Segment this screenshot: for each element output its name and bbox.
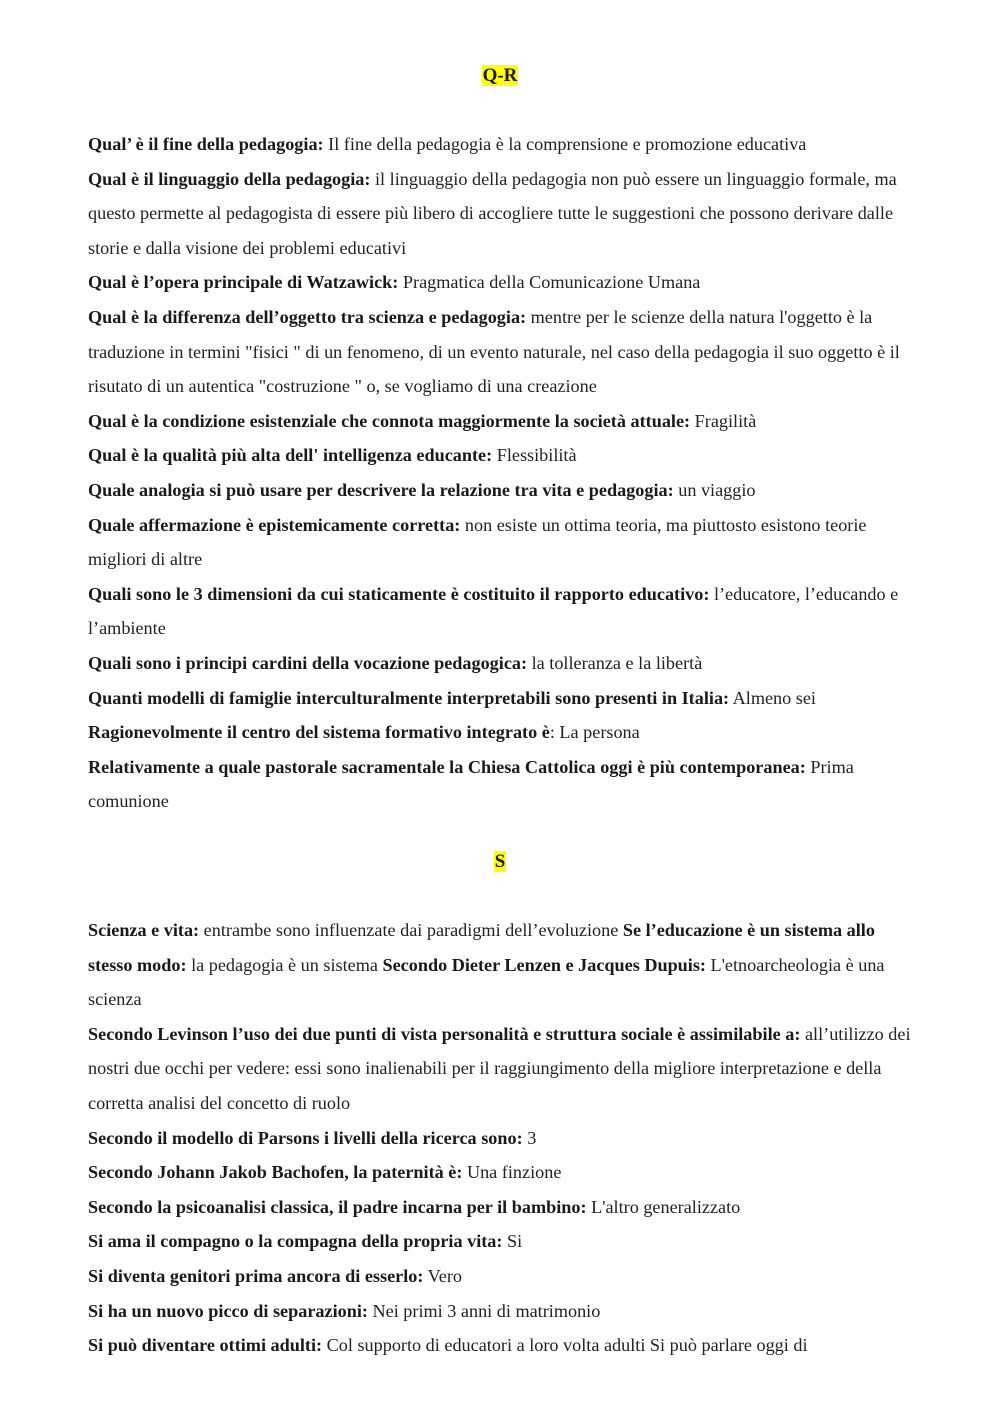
question-text: Qual è il linguaggio della pedagogia: — [88, 168, 371, 189]
answer-text: entrambe sono influenzate dai paradigmi dell’evoluzione — [199, 920, 623, 940]
question-text: Qual è la condizione esistenziale che connota maggiormente la società attuale: — [88, 410, 691, 431]
answer-text: Col supporto di educatori a loro volta adulti Si può parlare oggi di — [322, 1335, 808, 1356]
question-text: Quali sono i principi cardini della vocazione pedagogica: — [88, 652, 528, 673]
question-text: Quanti modelli di famiglie interculturalmente interpretabili sono presenti in Italia: — [88, 687, 730, 708]
qa-entry — [88, 1294, 918, 1329]
question-text: Relativamente a quale pastorale sacramentale la Chiesa Cattolica oggi è più contemporanea: — [88, 756, 806, 777]
qa-entry — [88, 646, 918, 681]
question-text: Quali sono le 3 dimensioni da cui staticamente è costituito il rapporto educativo: — [88, 583, 710, 604]
qa-entry — [88, 404, 918, 439]
answer-text: il linguaggio della pedagogia non può essere un linguaggio formale, ma questo permette al pedagogista di essere più libero di accogliere tutte le suggestioni che possono derivare dalle storie e dalla visione dei problemi educativi — [88, 168, 897, 258]
answer-text: Il fine della pedagogia è la comprensione e promozione educativa — [323, 134, 807, 154]
qa-entry — [88, 438, 918, 473]
question-text: Secondo la psicoanalisi classica, il padre incarna per il bambino: — [88, 1196, 587, 1217]
qa-entry — [88, 1190, 918, 1225]
question-text: Qual’ è il fine della pedagogia: — [88, 134, 324, 154]
question-text: Si può diventare ottimi adulti: — [88, 1335, 323, 1356]
question-text: Si diventa genitori prima ancora di esserlo: — [88, 1265, 424, 1286]
answer-text: L'etnoarcheologia è una scienza — [88, 954, 885, 1010]
answer-text: la tolleranza e la libertà — [527, 652, 703, 673]
answer-text: mentre per le scienze della natura l'oggetto è la traduzione in termini "fisici " di un fenomeno, di un evento naturale, nel caso della pedagogia il suo oggetto è il risutato di un autentica "costruzione " o, se vogliamo di una creazione — [88, 306, 900, 397]
question-text: Ragionevolmente il centro del sistema formativo integrato è — [88, 722, 550, 743]
answer-text: Flessibilità — [492, 445, 577, 466]
qa-entry — [88, 1224, 918, 1259]
answer-text: L'altro generalizzato — [586, 1196, 741, 1217]
qa-entry — [88, 1259, 918, 1294]
qa-entry — [88, 473, 918, 508]
qa-entry — [88, 265, 918, 300]
section-heading-s — [0, 850, 1000, 874]
answer-text: Almeno sei — [729, 687, 816, 708]
answer-text: Una finzione — [462, 1162, 562, 1183]
qa-entry — [88, 1155, 918, 1190]
answer-text: Prima comunione — [88, 756, 854, 812]
qa-entry — [88, 1328, 918, 1363]
question-text: Scienza e vita: — [88, 920, 200, 940]
answer-text: Vero — [423, 1265, 462, 1286]
qa-entry — [88, 750, 918, 819]
question-text: Qual è la qualità più alta dell' intelligenza educante: — [88, 445, 493, 466]
qa-entry — [88, 508, 918, 577]
section-heading-q-r — [0, 64, 1000, 88]
answer-text: Fragilità — [690, 410, 757, 431]
question-text: Secondo Johann Jakob Bachofen, la paternità è: — [88, 1162, 463, 1183]
qa-entry — [88, 577, 918, 646]
question-text: Qual è la differenza dell’oggetto tra scienza e pedagogia: — [88, 306, 527, 327]
answer-text: un viaggio — [673, 479, 756, 500]
highlighted-heading: S — [494, 851, 506, 872]
answer-text: non esiste un ottima teoria, ma piuttosto esistono teorie migliori di altre — [88, 514, 867, 570]
qa-entry — [88, 300, 918, 404]
question-text: Si ama il compagno o la compagna della propria vita: — [88, 1231, 503, 1252]
qa-entry — [88, 127, 918, 162]
answer-text: Nei primi 3 anni di matrimonio — [367, 1300, 601, 1321]
question-text: Quale affermazione è epistemicamente corretta: — [88, 514, 461, 535]
answer-text: 3 — [522, 1127, 537, 1148]
question-text: Si ha un nuovo picco di separazioni: — [88, 1300, 368, 1321]
qa-list-s — [88, 913, 918, 1363]
question-text: Qual è l’opera principale di Watzawick: — [88, 272, 399, 293]
answer-text: Si — [502, 1231, 523, 1252]
qa-entry — [88, 681, 918, 716]
question-text: Secondo Levinson l’uso dei due punti di vista personalità e struttura sociale è assimilabile a: — [88, 1023, 801, 1044]
answer-text: la pedagogia è un sistema — [186, 954, 383, 975]
answer-text: Pragmatica della Comunicazione Umana — [398, 272, 701, 293]
qa-entry — [88, 1121, 918, 1156]
qa-entry — [88, 715, 918, 750]
answer-text: : La persona — [549, 722, 640, 743]
question-text: Se l’educazione è un sistema allo stesso modo: — [88, 920, 875, 975]
highlighted-heading: Q-R — [482, 65, 518, 86]
qa-entry — [88, 1017, 918, 1121]
question-text: Secondo Dieter Lenzen e Jacques Dupuis: — [382, 954, 706, 975]
answer-text: l’educatore, l’educando e l’ambiente — [88, 583, 899, 639]
qa-entry — [88, 162, 918, 266]
answer-text: all’utilizzo dei nostri due occhi per vedere: essi sono inalienabili per il raggiungimento della migliore interpretazione e della corretta analisi del concetto di ruolo — [88, 1023, 911, 1113]
qa-list-q-r — [88, 127, 918, 819]
question-text: Quale analogia si può usare per descrivere la relazione tra vita e pedagogia: — [88, 479, 674, 500]
question-text: Secondo il modello di Parsons i livelli della ricerca sono: — [88, 1127, 523, 1148]
qa-inline-paragraph — [88, 913, 918, 1017]
